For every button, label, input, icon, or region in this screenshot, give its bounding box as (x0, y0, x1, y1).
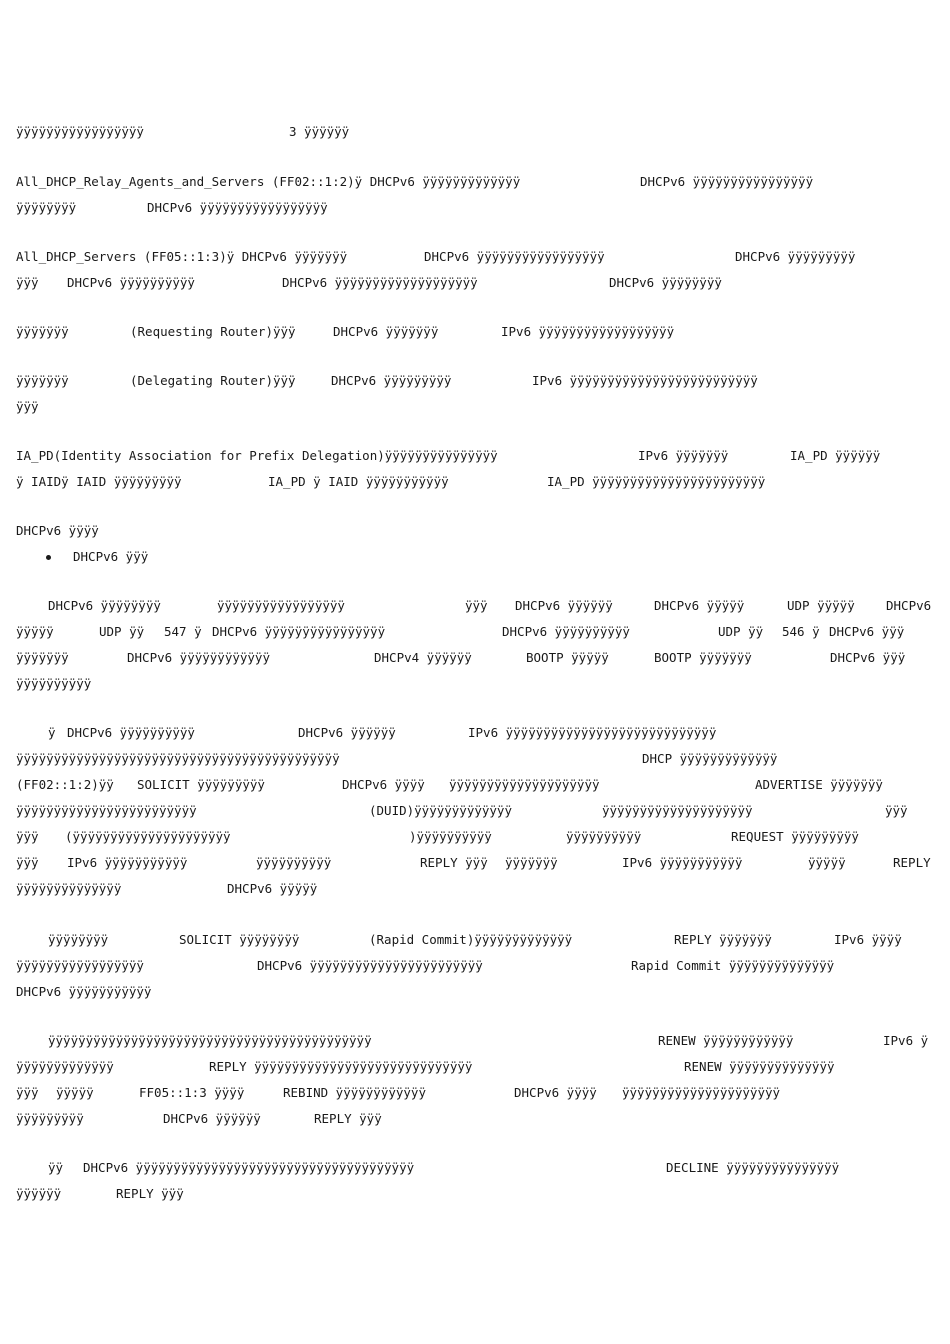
text-segment: ÿÿÿÿÿÿÿÿ (48, 932, 109, 947)
text-segment: REPLY ÿÿÿÿÿÿÿÿÿÿÿÿÿÿÿÿÿÿÿÿÿÿÿÿÿÿÿÿÿ (209, 1059, 473, 1074)
text-line (0, 801, 950, 821)
text-line (0, 827, 950, 847)
text-segment: DHCPv6 ÿÿÿÿÿÿ (298, 725, 396, 740)
text-line (0, 172, 950, 192)
text-line (0, 674, 950, 694)
text-segment: ÿ IAIDÿ IAID ÿÿÿÿÿÿÿÿÿ (16, 474, 182, 489)
text-segment: DHCPv6 ÿÿÿÿÿ (227, 881, 318, 896)
bullet-item (0, 547, 950, 567)
text-segment: All_DHCP_Servers (FF05::1:3)ÿ DHCPv6 ÿÿÿÿÿÿÿ (16, 249, 348, 264)
text-segment: ÿÿÿÿÿ (808, 855, 846, 870)
text-segment: ÿÿÿ (885, 803, 908, 818)
text-segment: DHCPv6 ÿÿÿÿÿÿ (163, 1111, 261, 1126)
text-segment: (FF02::1:2)ÿÿ (16, 777, 114, 792)
text-segment: DHCPv6 ÿÿÿÿÿÿÿÿÿÿÿÿÿÿÿÿÿ (424, 249, 605, 264)
text-segment: IA_PD(Identity Association for Prefix Delegation)ÿÿÿÿÿÿÿÿÿÿÿÿÿÿÿ (16, 448, 498, 463)
text-segment: ÿÿÿÿÿ (16, 624, 54, 639)
text-segment: (ÿÿÿÿÿÿÿÿÿÿÿÿÿÿÿÿÿÿÿÿÿ (65, 829, 231, 844)
text-segment: REPLY (893, 855, 931, 870)
bullet-icon (46, 555, 51, 560)
section-heading (0, 521, 950, 541)
text-segment: ÿÿÿÿÿ (56, 1085, 94, 1100)
text-line (0, 1109, 950, 1129)
text-segment: RENEW ÿÿÿÿÿÿÿÿÿÿÿÿÿÿ (684, 1059, 835, 1074)
text-segment: ÿÿ (48, 1160, 64, 1175)
text-segment: DHCPv6 ÿÿÿÿÿÿÿÿÿÿ (67, 275, 195, 290)
text-line (0, 247, 950, 267)
text-segment: ÿÿÿÿÿÿÿÿÿÿ (256, 855, 332, 870)
text-segment: (DUID)ÿÿÿÿÿÿÿÿÿÿÿÿÿ (369, 803, 512, 818)
text-segment: IPv6 ÿÿÿÿÿÿÿÿÿÿÿ (622, 855, 743, 870)
text-segment: DHCPv6 ÿÿÿÿÿÿÿ (333, 324, 439, 339)
text-segment: IPv6 ÿÿÿÿ (834, 932, 902, 947)
text-segment: DHCPv6 ÿÿÿÿÿÿÿÿÿÿÿÿÿÿÿÿÿÿÿ (282, 275, 478, 290)
text-segment: DHCPv6 ÿÿÿÿÿÿÿÿÿÿÿÿÿÿÿÿÿÿÿÿÿÿÿÿÿÿÿÿÿÿÿÿÿÿÿÿÿ (83, 1160, 415, 1175)
text-segment: REPLY ÿÿÿ (420, 855, 488, 870)
text-segment: UDP ÿÿ (99, 624, 145, 639)
text-line (0, 446, 950, 466)
text-segment: ÿÿÿÿÿÿÿÿÿ (16, 1111, 84, 1126)
text-segment: ÿÿÿ (16, 855, 39, 870)
text-segment: REBIND ÿÿÿÿÿÿÿÿÿÿÿÿ (283, 1085, 426, 1100)
text-segment: ÿÿÿÿÿÿÿÿÿÿÿÿÿÿÿÿÿ (217, 598, 345, 613)
text-segment: DHCP ÿÿÿÿÿÿÿÿÿÿÿÿÿ (642, 751, 778, 766)
text-segment: (Delegating Router)ÿÿÿ (130, 373, 296, 388)
text-segment: BOOTP ÿÿÿÿÿ (526, 650, 609, 665)
text-segment: DHCPv6 ÿÿÿ (830, 650, 906, 665)
text-segment: ÿÿÿÿÿÿÿÿÿÿÿÿÿÿÿÿÿÿÿÿÿÿÿÿÿÿÿÿÿÿÿÿÿÿÿÿÿÿÿÿÿÿÿ (48, 1033, 372, 1048)
text-segment: ÿÿÿ (16, 275, 39, 290)
text-segment: ADVERTISE ÿÿÿÿÿÿÿ (755, 777, 883, 792)
text-segment: ÿ (48, 725, 56, 740)
text-line (0, 723, 950, 743)
text-line (0, 1158, 950, 1178)
text-segment: FF05::1:3 ÿÿÿÿ (139, 1085, 245, 1100)
text-segment: ÿÿÿÿÿÿ (16, 1186, 62, 1201)
text-segment: DHCPv6 ÿÿÿÿÿÿÿÿÿ (735, 249, 856, 264)
text-segment: ÿÿÿ (465, 598, 488, 613)
text-line (0, 273, 950, 293)
text-segment: RENEW ÿÿÿÿÿÿÿÿÿÿÿÿ (658, 1033, 794, 1048)
text-segment: ÿÿÿÿÿÿÿ (16, 324, 69, 339)
text-line (0, 930, 950, 950)
text-segment: IPv6 ÿÿÿÿÿÿÿÿÿÿÿÿÿÿÿÿÿÿÿÿÿÿÿÿÿÿÿÿ (468, 725, 717, 740)
text-segment: DHCPv6 ÿÿÿÿÿÿÿÿÿÿÿÿ (127, 650, 270, 665)
text-segment: ÿÿÿÿÿÿÿÿÿÿÿÿÿÿÿÿÿÿÿÿÿÿÿÿÿÿÿÿÿÿÿÿÿÿÿÿÿÿÿÿÿÿÿ (16, 751, 340, 766)
text-line (0, 322, 950, 342)
text-segment: DECLINE ÿÿÿÿÿÿÿÿÿÿÿÿÿÿÿ (666, 1160, 840, 1175)
text-segment: DHCPv6 ÿÿÿÿÿÿÿÿÿÿÿÿÿÿÿÿÿ (147, 200, 328, 215)
text-segment: ÿÿÿÿÿÿÿ (505, 855, 558, 870)
text-segment: ÿÿÿ (16, 1085, 39, 1100)
text-line (0, 879, 950, 899)
text-segment: IA_PD ÿ IAID ÿÿÿÿÿÿÿÿÿÿÿ (268, 474, 449, 489)
text-segment: SOLICIT ÿÿÿÿÿÿÿÿÿ (137, 777, 265, 792)
text-segment: ÿÿÿÿÿÿÿÿÿÿ (16, 676, 92, 691)
text-segment: ÿÿÿÿÿÿÿÿÿÿÿÿÿÿÿÿÿÿÿÿ (602, 803, 753, 818)
text-segment: DHCPv4 ÿÿÿÿÿÿ (374, 650, 472, 665)
text-segment: IA_PD ÿÿÿÿÿÿ (790, 448, 881, 463)
text-segment: DHCPv6 ÿÿÿÿÿÿÿÿÿ (331, 373, 452, 388)
text-line (0, 853, 950, 873)
text-line (0, 648, 950, 668)
text-segment: IA_PD ÿÿÿÿÿÿÿÿÿÿÿÿÿÿÿÿÿÿÿÿÿÿÿ (547, 474, 766, 489)
text-segment: )ÿÿÿÿÿÿÿÿÿÿ (409, 829, 492, 844)
text-line (0, 596, 950, 616)
text-segment: DHCPv6 ÿÿÿÿÿÿÿÿÿÿÿÿÿÿÿÿÿÿÿÿÿÿÿ (257, 958, 483, 973)
text-segment: ÿÿÿÿÿÿÿ (16, 650, 69, 665)
text-line (0, 775, 950, 795)
text-segment: DHCPv6 ÿÿÿ (829, 624, 905, 639)
text-line (0, 622, 950, 642)
text-segment: DHCPv6 ÿÿÿ (73, 549, 149, 564)
text-segment: Rapid Commit ÿÿÿÿÿÿÿÿÿÿÿÿÿÿ (631, 958, 835, 973)
text-segment: REPLY ÿÿÿ (314, 1111, 382, 1126)
text-segment: DHCPv6 ÿÿÿÿÿ (654, 598, 745, 613)
text-segment: 3 ÿÿÿÿÿÿ (289, 124, 350, 139)
text-segment: ÿÿÿ (16, 399, 39, 414)
text-segment: ÿÿÿÿÿÿÿÿÿÿÿÿÿÿ (16, 881, 122, 896)
text-segment: ÿÿÿ (16, 829, 39, 844)
text-line (0, 122, 950, 142)
text-segment: SOLICIT ÿÿÿÿÿÿÿÿ (179, 932, 300, 947)
text-segment: ÿÿÿÿÿÿÿÿÿÿÿÿÿÿÿÿÿ (16, 124, 144, 139)
text-segment: DHCPv6 ÿÿÿÿÿÿÿÿÿÿÿÿÿÿÿÿ (212, 624, 386, 639)
text-segment: REPLY ÿÿÿÿÿÿÿ (674, 932, 772, 947)
text-segment: All_DHCP_Relay_Agents_and_Servers (FF02::1:2)ÿ DHCPv6 ÿÿÿÿÿÿÿÿÿÿÿÿÿ (16, 174, 521, 189)
text-segment: UDP ÿÿÿÿÿ (787, 598, 855, 613)
text-segment: DHCPv6 ÿÿÿÿÿÿÿÿÿÿÿÿÿÿÿÿ (640, 174, 814, 189)
text-segment: ÿÿÿÿÿÿÿÿÿÿÿÿÿÿÿÿÿÿÿÿ (449, 777, 600, 792)
text-segment: DHCPv6 ÿÿÿÿ (342, 777, 425, 792)
text-segment: ÿÿÿÿÿÿÿÿÿÿÿÿÿÿÿÿÿÿÿÿÿÿÿÿ (16, 803, 197, 818)
text-line (0, 1083, 950, 1103)
text-segment: DHCPv6 ÿÿÿÿÿÿÿÿ (609, 275, 722, 290)
text-line (0, 472, 950, 492)
text-line (0, 982, 950, 1002)
text-segment: IPv6 ÿÿÿÿÿÿÿ (638, 448, 729, 463)
text-segment: DHCPv6 ÿÿÿÿÿÿÿÿ (48, 598, 161, 613)
text-segment: BOOTP ÿÿÿÿÿÿÿ (654, 650, 752, 665)
text-line (0, 371, 950, 391)
text-line (0, 397, 950, 417)
text-segment: REPLY ÿÿÿ (116, 1186, 184, 1201)
text-segment: REQUEST ÿÿÿÿÿÿÿÿÿ (731, 829, 859, 844)
text-line (0, 1184, 950, 1204)
text-segment: (Rapid Commit)ÿÿÿÿÿÿÿÿÿÿÿÿÿ (369, 932, 573, 947)
text-segment: DHCPv6 ÿÿÿÿ (514, 1085, 597, 1100)
text-segment: 546 ÿ (782, 624, 820, 639)
text-segment: ÿÿÿÿÿÿÿÿÿÿÿÿÿ (16, 1059, 114, 1074)
text-line (0, 1057, 950, 1077)
text-segment: DHCPv6 ÿÿÿÿÿÿ (515, 598, 613, 613)
text-segment: ÿÿÿÿÿÿÿÿÿÿ (566, 829, 642, 844)
text-segment: ÿÿÿÿÿÿÿÿÿÿÿÿÿÿÿÿÿ (16, 958, 144, 973)
text-line (0, 749, 950, 769)
text-segment: DHCPv6 (886, 598, 932, 613)
text-segment: ÿÿÿÿÿÿÿÿ (16, 200, 77, 215)
text-segment: IPv6 ÿÿÿÿÿÿÿÿÿÿÿÿÿÿÿÿÿÿ (501, 324, 675, 339)
text-segment: DHCPv6 ÿÿÿÿÿÿÿÿÿÿÿ (16, 984, 152, 999)
text-segment: UDP ÿÿ (718, 624, 764, 639)
text-segment: ÿÿÿÿÿÿÿÿÿÿÿÿÿÿÿÿÿÿÿÿÿ (622, 1085, 781, 1100)
text-segment: IPv6 ÿ (883, 1033, 929, 1048)
text-segment: IPv6 ÿÿÿÿÿÿÿÿÿÿÿ (67, 855, 188, 870)
text-segment: ÿÿÿÿÿÿÿ (16, 373, 69, 388)
text-segment: 547 ÿ (164, 624, 202, 639)
text-line (0, 1031, 950, 1051)
text-segment: (Requesting Router)ÿÿÿ (130, 324, 296, 339)
text-segment: DHCPv6 ÿÿÿÿ (16, 523, 99, 538)
text-line (0, 198, 950, 218)
text-segment: IPv6 ÿÿÿÿÿÿÿÿÿÿÿÿÿÿÿÿÿÿÿÿÿÿÿÿÿ (532, 373, 758, 388)
text-segment: DHCPv6 ÿÿÿÿÿÿÿÿÿÿ (67, 725, 195, 740)
text-segment: DHCPv6 ÿÿÿÿÿÿÿÿÿÿ (502, 624, 630, 639)
text-line (0, 956, 950, 976)
